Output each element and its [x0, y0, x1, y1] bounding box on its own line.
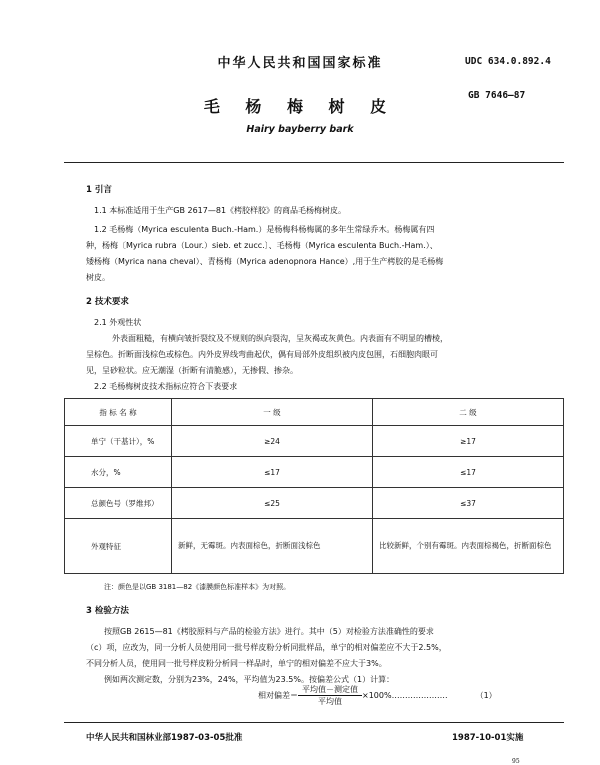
clause-1-2-line3: 矮杨梅（Myrica nana cheval）、青杨梅（Myrica adenopnora Hance）,用于生产栲胶的是毛杨梅 [86, 257, 444, 266]
table-cell: ≤25 [172, 488, 373, 519]
table-cell: 水分，% [65, 457, 172, 488]
clause-2-1-heading: 2.1 外观性状 [94, 318, 142, 327]
table-row [65, 488, 564, 519]
section-3-line4: 例如两次测定数，分别为23%，24%，平均值为23.5%。按偏差公式（1）计算： [104, 675, 395, 684]
table-cell: 新鲜，无霉斑。内表面棕色，折断面浅棕色 [172, 519, 373, 574]
section-1-heading: 1 引言 [86, 185, 112, 195]
formula-fraction [298, 684, 362, 707]
header-divider [64, 162, 564, 163]
table-cell: ≥17 [373, 426, 564, 457]
section-3-line1: 按照GB 2615—81《栲胶原料与产品的检验方法》进行。其中（5）对检验方法准确性的要求 [104, 627, 434, 636]
document-title: 毛 杨 梅 树 皮 [203, 97, 397, 116]
section-3-heading: 3 检验方法 [86, 606, 129, 616]
table-cell: ≤37 [373, 488, 564, 519]
relative-deviation-formula [258, 684, 497, 707]
clause-1-2-line4: 树皮。 [86, 273, 110, 282]
english-title: Hairy bayberry bark [246, 124, 354, 135]
table-cell: ≥24 [172, 426, 373, 457]
formula-denominator: 平均值 [318, 697, 342, 706]
formula-number: （1） [475, 691, 497, 700]
clause-2-1-line3: 见，呈砂粒状。应无潮湿（折断有清脆感），无掺假、掺杂。 [86, 366, 298, 375]
clause-2-1-line2: 呈棕色。折断面浅棕色或棕色。内外皮界线弯曲起伏，偶有局部外皮组织被内皮包围，石细胞肉眼可 [86, 350, 438, 359]
footer-divider [64, 722, 564, 723]
page-number: 95 [512, 758, 520, 765]
udc-code: UDC 634.0.892.4 [465, 56, 551, 67]
clause-2-2-heading: 2.2 毛杨梅树皮技术指标应符合下表要求 [94, 382, 238, 391]
section-3-line3: 不同分析人员，使用同一批号样皮粉分析同一样品时，单宁的相对偏差不应大于3%。 [86, 659, 387, 668]
table-cell: ≤17 [373, 457, 564, 488]
table-header-cell: 指 标 名 称 [65, 399, 172, 426]
gb-number: GB 7646—87 [468, 90, 526, 101]
formula-rhs: ×100%………………… [362, 691, 448, 700]
clause-1-1: 1.1 本标准适用于生产GB 2617—81《栲胶样胶》的商品毛杨梅树皮。 [94, 206, 347, 215]
table-row [65, 426, 564, 457]
section-2-heading: 2 技术要求 [86, 297, 129, 307]
table-cell: 单宁（干基计），% [65, 426, 172, 457]
table-cell: 外观特征 [65, 519, 172, 574]
formula-numerator: 平均值－测定值 [298, 684, 362, 696]
table-cell: 总颜色号（罗维邦） [65, 488, 172, 519]
standard-header-title: 中华人民共和国国家标准 [217, 56, 383, 71]
table-header-cell: 一 级 [172, 399, 373, 426]
table-header-row [65, 399, 564, 426]
table-row [65, 519, 564, 574]
table-note: 注：颜色是以GB 3181—82《漆膜颜色标准样本》为对照。 [104, 583, 291, 591]
table-cell: 比较新鲜，个别有霉斑。内表面棕褐色，折断面棕色 [373, 519, 564, 574]
table-row [65, 457, 564, 488]
spec-table [64, 398, 564, 574]
clause-1-2-line1: 1.2 毛杨梅（Myrica esculenta Buch.-Ham.）是杨梅科杨梅属的多年生常绿乔木。杨梅属有四 [94, 225, 435, 234]
implementation-date: 1987-10-01实施 [452, 733, 524, 743]
formula-lhs: 相对偏差＝ [258, 691, 298, 700]
clause-2-1-line1: 外表面粗糙，有横向皱折裂纹及不规则的纵向裂沟，呈灰褐或灰黄色。内表面有不明显的槽棱， [112, 334, 448, 343]
clause-1-2-line2: 种，杨梅〔Myrica rubra（Lour.）sieb. et zucc.〕、毛杨梅（Myrica esculenta Buch.-Ham.）、 [86, 241, 438, 250]
table-cell: ≤17 [172, 457, 373, 488]
approval-line: 中华人民共和国林业部1987-03-05批准 [86, 733, 243, 743]
section-3-line2: （c）项，应改为，同一分析人员使用同一批号样皮粉分析同批样品，单宁的相对偏差应不大于2.5%， [86, 643, 447, 652]
table-header-cell: 二 级 [373, 399, 564, 426]
